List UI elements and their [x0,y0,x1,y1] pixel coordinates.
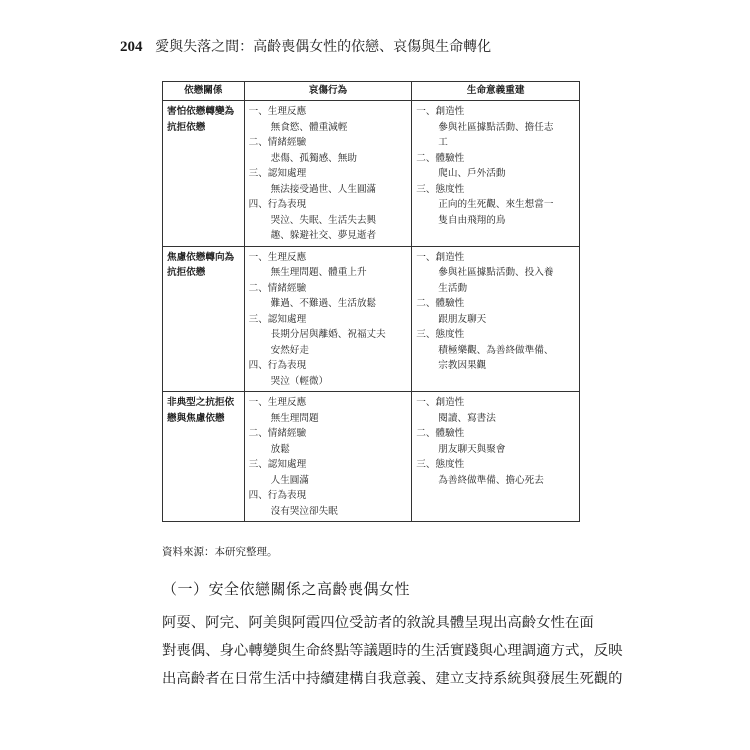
grief-item-detail: 無法接受過世、人生圓滿 [270,183,377,195]
meaning-item-heading: 二、體驗性 [416,152,465,164]
body-paragraph [162,609,623,693]
grief-item-detail: 放鬆 [270,443,290,455]
grief-item-heading: 一、生理反應 [248,106,307,117]
meaning-item-detail: 積極樂觀、為善終做準備、 [438,344,554,356]
grief-item-detail: 哭泣（輕微） [270,375,329,387]
grief-item-heading: 一、生理反應 [248,397,307,408]
running-header [120,36,640,58]
meaning-item-detail: 工 [438,137,448,148]
attachment-type-line: 非典型之抗拒依 [167,397,235,408]
paragraph-line: 阿耍、阿完、阿美與阿霞四位受訪者的敘說具體呈現出高齡女性在面 [162,615,594,631]
grief-item-heading: 一、生理反應 [248,251,307,263]
meaning-item-heading: 二、體驗性 [416,428,465,439]
meaning-reconstruction-cell [412,392,580,522]
meaning-item-heading: 三、態度性 [416,329,465,340]
meaning-item-heading: 一、創造性 [416,251,465,263]
attachment-type-cell [163,392,245,522]
table-row [163,246,580,392]
meaning-item-detail: 參與社區據點活動、投入養 [438,267,554,278]
grief-item-detail: 無食慾、體重減輕 [270,121,348,133]
paragraph-line: 出高齡者在日常生活中持續建構自我意義、建立支持系統與發展生死觀的 [162,671,623,687]
meaning-item-detail: 朋友聊天與聚會 [438,443,506,455]
paragraph-line: 對喪偶、身心轉變與生命終點等議題時的生活實踐與心理調適方式，反映 [162,643,623,659]
meaning-item-detail: 隻自由飛翔的鳥 [438,214,506,226]
grief-item-detail: 無生理問題、體重上升 [270,267,367,278]
grief-item-detail: 悲傷、孤獨感、無助 [270,152,357,164]
section-heading: （一）安全依戀關係之高齡喪偶女性 [162,580,411,598]
attachment-type-line: 戀與焦慮依戀 [167,412,225,424]
grief-item-heading: 四、行為表現 [248,199,307,210]
grief-item-heading: 四、行為表現 [248,360,307,371]
meaning-item-heading: 二、體驗性 [416,298,465,309]
header-attachment: 依戀關係 [163,82,245,101]
grief-item-detail: 安然好走 [270,344,309,356]
table-row [163,392,580,522]
grief-item-heading: 三、認知處理 [248,313,307,325]
source-note: 資料來源：本研究整理。 [162,546,278,558]
meaning-item-detail: 為善終做準備、擔心死去 [438,474,544,486]
meaning-item-detail: 生活動 [438,282,468,294]
grief-item-heading: 二、情緒經驗 [248,137,307,148]
grief-behavior-cell [244,101,412,247]
header-grief-behavior: 哀傷行為 [244,82,412,101]
attachment-type-line: 抗拒依戀 [167,121,206,133]
attachment-table [162,81,580,522]
page-number: 204 [120,39,143,55]
meaning-item-heading: 一、創造性 [416,397,465,408]
grief-item-detail: 長期分居與離婚、祝福丈夫 [270,329,386,340]
grief-item-heading: 四、行為表現 [248,490,307,501]
grief-item-heading: 三、認知處理 [248,459,307,470]
table-header-row [163,82,580,101]
grief-item-detail: 沒有哭泣卻失眠 [270,505,338,517]
grief-item-detail: 人生圓滿 [270,474,309,486]
grief-behavior-cell [244,392,412,522]
attachment-type-line: 焦慮依戀轉向為 [167,251,235,263]
grief-item-detail: 哭泣、失眠、生活失去興 [270,214,377,226]
grief-item-heading: 二、情緒經驗 [248,282,307,294]
meaning-item-detail: 宗教因果觀 [438,360,487,371]
meaning-item-detail: 跟朋友聊天 [438,313,487,325]
meaning-item-heading: 三、態度性 [416,183,465,195]
attachment-type-line: 抗拒依戀 [167,267,206,278]
grief-item-heading: 三、認知處理 [248,168,307,179]
book-title: 愛與失落之間：高齡喪偶女性的依戀、哀傷與生命轉化 [155,39,492,55]
meaning-item-detail: 參與社區據點活動、擔任志 [438,121,554,133]
meaning-reconstruction-cell [412,101,580,247]
attachment-type-cell [163,101,245,247]
meaning-item-heading: 一、創造性 [416,106,465,117]
grief-item-heading: 二、情緒經驗 [248,428,307,439]
attachment-type-line: 害怕依戀轉變為 [167,106,235,117]
grief-item-detail: 無生理問題 [270,412,319,424]
meaning-item-detail: 正向的生死觀、來生想當一 [438,199,554,210]
grief-item-detail: 難過、不難過、生活放鬆 [270,298,377,309]
header-meaning-reconstruction: 生命意義重建 [412,82,580,101]
meaning-item-heading: 三、態度性 [416,459,465,470]
meaning-item-detail: 閱讀、寫書法 [438,412,496,424]
grief-behavior-cell [244,246,412,392]
meaning-item-detail: 爬山、戶外活動 [438,168,506,179]
meaning-reconstruction-cell [412,246,580,392]
attachment-type-cell [163,246,245,392]
grief-item-detail: 趣、躲避社交、夢見逝者 [270,230,377,241]
table-row [163,101,580,247]
